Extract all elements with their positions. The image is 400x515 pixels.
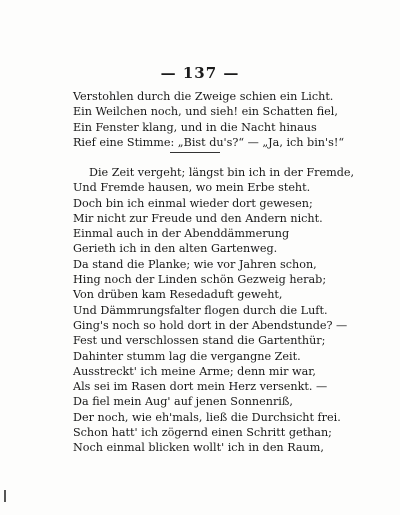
margin-mark [4,490,6,502]
text-line: Als sei im Rasen dort mein Herz versenkt. — [73,380,328,394]
stanza-1 [73,89,393,150]
page-number: — 137 — [160,64,240,82]
text-line: Ging's noch so hold dort in der Abendstunde? — [73,318,348,332]
text-line: Da fiel mein Aug' auf jenen Sonnenriß, [73,395,293,409]
text-line: Da stand die Planke; wie vor Jahren schon, [73,257,317,271]
stanza-2 [73,165,393,456]
text-line: Ausstreckt' ich meine Arme; denn mir war, [73,364,316,378]
text-line: Dahinter stumm lag die vergangne Zeit. [73,349,301,363]
section-divider [170,152,220,153]
text-line: Noch einmal blicken wollt' ich in den Raum, [73,441,324,455]
text-line: Ein Weilchen noch, und sieh! ein Schatten fiel, [73,105,338,119]
text-line: Verstohlen durch die Zweige schien ein Licht. [73,90,334,103]
text-line: Gerieth ich in den alten Gartenweg. [73,242,278,256]
text-line: Und Fremde hausen, wo mein Erbe steht. [73,181,311,195]
text-line: Rief eine Stimme: „Bist du's?“ — „Ja, ich bin's!“ [73,135,345,149]
text-line: Mir nicht zur Freude und den Andern nicht. [73,211,323,225]
text-line: Fest und verschlossen stand die Gartenthür; [73,334,326,348]
text-line: Doch bin ich einmal wieder dort gewesen; [73,196,313,210]
text-line: Hing noch der Linden schön Gezweig herab; [73,273,327,287]
text-line: Die Zeit vergeht; längst bin ich in der Fremde, [89,166,355,179]
text-line: Einmal auch in der Abenddämmerung [73,227,290,241]
text-line: Ein Fenster klang, und in die Nacht hinaus [73,120,317,134]
text-line: Schon hatt' ich zögernd einen Schritt gethan; [73,426,332,440]
text-line: Und Dämmrungsfalter flogen durch die Luft. [73,303,328,317]
text-line: Der noch, wie eh'mals, ließ die Durchsicht frei. [73,410,341,424]
text-line: Von drüben kam Resedaduft geweht, [73,288,283,302]
